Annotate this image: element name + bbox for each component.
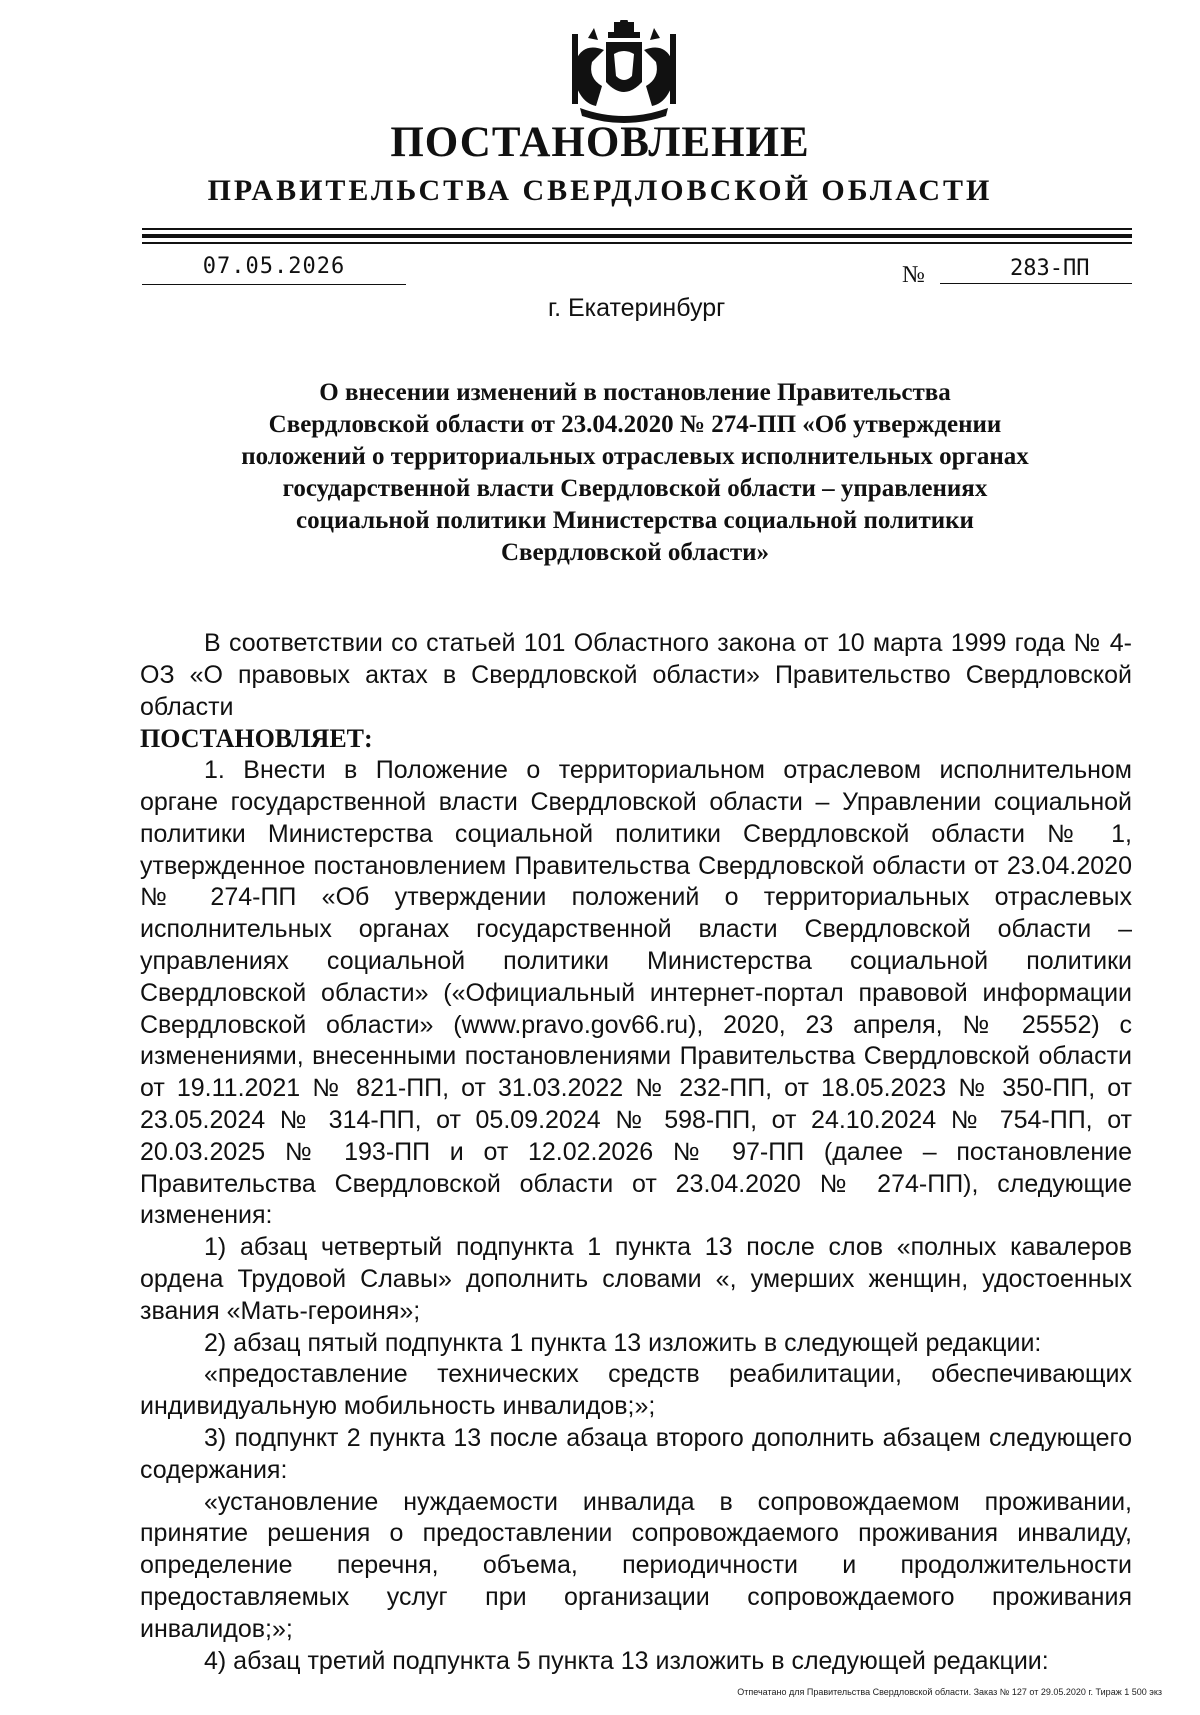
document-number: 283-ПП: [940, 252, 1132, 284]
preamble: В соответствии со статьей 101 Областного закона от 10 марта 1999 года № 4-ОЗ «О правовых актах в Свердловской области» Правительство Свердловской области: [140, 629, 1132, 721]
header-divider: [142, 234, 1132, 238]
title-line: Свердловской области от 23.04.2020 № 274-ПП «Об утверждении: [268, 411, 1002, 438]
body-paragraph: 1) абзац четвертый подпункта 1 пункта 13 после слов «полных кавалеров ордена Трудовой Славы» дополнить словами «, умерших женщин, удостоенных звания «Мать-героиня»;: [140, 1233, 1132, 1325]
body-paragraph: 3) подпункт 2 пункта 13 после абзаца второго дополнить абзацем следующего содержания:: [140, 1423, 1132, 1484]
body-paragraph: «установление нуждаемости инвалида в сопровождаемом проживании, принятие решения о предоставлении сопровождаемого проживания инвалиду, определение перечня, объема, периодичности и продолжительности предоставляемых услуг при организации сопровождаемого проживания инвалидов;»;: [140, 1487, 1132, 1643]
document-date: 07.05.2026: [142, 250, 406, 285]
title-line: О внесении изменений в постановление Правительства: [319, 379, 951, 406]
body-paragraph: 2) абзац пятый подпункта 1 пункта 13 изложить в следующей редакции:: [204, 1328, 1042, 1357]
issuing-authority: ПРАВИТЕЛЬСТВА СВЕРДЛОВСКОЙ ОБЛАСТИ: [207, 174, 993, 207]
number-label: №: [902, 262, 925, 288]
title-line: социальной политики Министерства социальной политики: [296, 507, 974, 534]
print-footer: Отпечатано для Правительства Свердловской области. Заказ № 127 от 29.05.2020 г. Тираж 1 500 экз: [737, 1687, 1162, 1697]
title-line: Свердловской области»: [500, 539, 770, 566]
header-divider: [142, 228, 1132, 230]
document-type-title: ПОСТАНОВЛЕНИЕ: [390, 119, 810, 166]
document-subject-title: [160, 377, 1110, 569]
decree-heading: ПОСТАНОВЛЯЕТ:: [140, 724, 373, 754]
title-line: государственной власти Свердловской области – управлениях: [282, 475, 988, 502]
city: г. Екатеринбург: [548, 294, 726, 322]
body-paragraph: 4) абзац третий подпункта 5 пункта 13 изложить в следующей редакции:: [204, 1646, 1049, 1675]
title-line: положений о территориальных отраслевых исполнительных органах: [241, 443, 1029, 470]
coat-of-arms-icon: [566, 20, 682, 130]
header-divider: [142, 242, 1132, 244]
body-paragraph: 1. Внести в Положение о территориальном отраслевом исполнительном органе государственной власти Свердловской области – Управлении социальной политики Министерства социальной политики Свердловской области № 1, утвержденное постановлением Правительства Свердловской области от 23.04.2020 № 274-ПП «Об утверждении положений о территориальных отраслевых исполнительных органах государственной власти Свердловской области – управлениях социальной политики Министерства социальной политики Свердловской области» («Официальный интернет-портал правовой информации Свердловской области» (www.pravo.gov66.ru), 2020, 23 апреля, № 25552) с изменениями, внесенными постановлениями Правительства Свердловской области от 19.11.2021 № 821-ПП, от 31.03.2022 № 232-ПП, от 18.05.2023 № 350-ПП, от 23.05.2024 № 314-ПП, от 05.09.2024 № 598-ПП, от 24.10.2024 № 754-ПП, от 20.03.2025 № 193-ПП и от 12.02.2026 № 97-ПП (далее – постановление Правительства Свердловской области от 23.04.2020 № 274-ПП), следующие изменения:: [140, 756, 1132, 1230]
document-body: [140, 628, 1132, 1677]
body-paragraph: «предоставление технических средств реабилитации, обеспечивающих индивидуальную мобильность инвалидов;»;: [140, 1360, 1132, 1421]
